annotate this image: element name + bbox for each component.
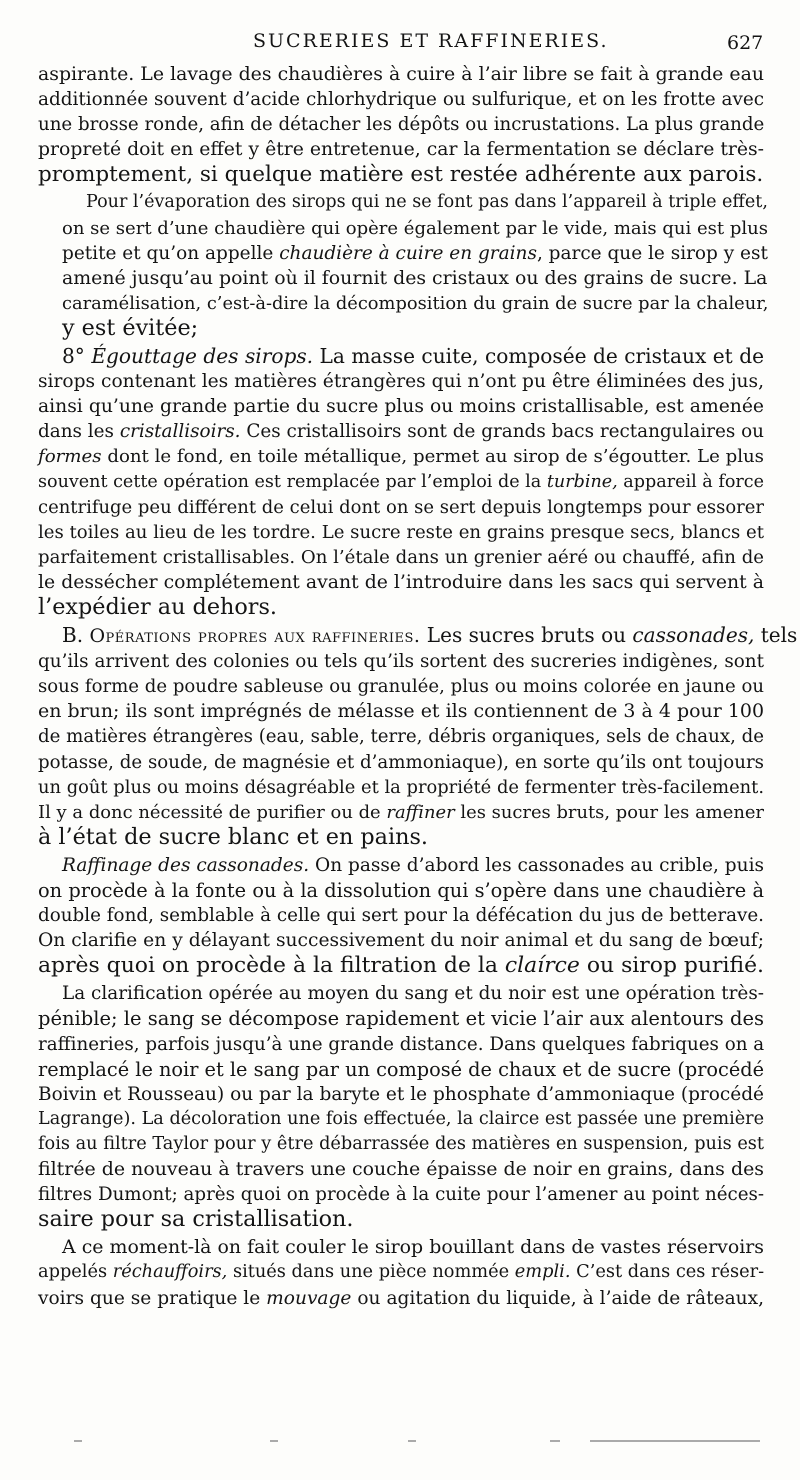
italic-term: cassonades, bbox=[632, 623, 755, 648]
text-run: 8° bbox=[62, 344, 92, 369]
text-line bbox=[38, 419, 764, 444]
text-line: le dessécher complétement avant de l’introduire dans les sacs qui servent à bbox=[38, 571, 764, 593]
text-run: petite et qu’on appelle bbox=[62, 242, 280, 264]
text-line bbox=[38, 444, 764, 469]
text-line bbox=[38, 800, 764, 825]
scan-mark bbox=[74, 1440, 82, 1442]
paragraph-7 bbox=[38, 1235, 764, 1310]
italic-term: raffiner bbox=[386, 801, 455, 823]
text-line: une brosse ronde, afin de détacher les dépôts ou incrustations. La plus grande bbox=[38, 114, 765, 136]
text-line: filtrée de nouveau à travers une couche épaisse de noir en grains, dans des bbox=[38, 1158, 764, 1181]
text-run: les sucres bruts, pour les amener bbox=[454, 801, 764, 823]
text-line: remplacé le noir et le sang par un composé de chaux et de sucre (procédé bbox=[38, 1057, 764, 1081]
text-line: Lagrange). La décoloration une fois effectuée, la clairce est passée une première bbox=[38, 1108, 764, 1129]
text-line: ainsi qu’une grande partie du sucre plus ou moins cristallisable, est amenée bbox=[38, 396, 764, 418]
text-line: pénible; le sang se décompose rapidement et vicie l’air aux alentours des bbox=[38, 1007, 764, 1031]
text-line: Pour l’évaporation des sirops qui ne se font pas dans l’appareil à triple effet, bbox=[86, 192, 768, 213]
text-run: après quoi on procède à la filtration de la bbox=[38, 953, 505, 979]
text-line: amené jusqu’au point où il fournit des cristaux ou des grains de sucre. La bbox=[62, 266, 768, 289]
italic-term: réchauffoirs, bbox=[112, 1262, 228, 1283]
text-line bbox=[38, 470, 764, 495]
paragraph-6 bbox=[38, 981, 764, 1232]
scan-mark bbox=[550, 1440, 560, 1442]
text-line: raffineries, parfois jusqu’à une grande distance. Dans quelques fabriques on a bbox=[38, 1033, 765, 1055]
text-run: voirs que se pratique le bbox=[38, 1287, 267, 1309]
text-run: Les sucres bruts ou bbox=[420, 623, 633, 648]
text-line bbox=[38, 953, 764, 978]
text-line: La clarification opérée au moyen du sang et du noir est une opération très- bbox=[62, 983, 764, 1005]
paragraph-5 bbox=[38, 853, 764, 978]
text-line: en brun; ils sont imprégnés de mélasse et ils contiennent de 3 à 4 pour 100 bbox=[38, 700, 764, 723]
text-line: additionnée souvent d’acide chlorhydrique ou sulfurique, et on les frotte avec bbox=[38, 89, 764, 111]
text-line: double fond, semblable à celle qui sert pour la défécation du jus de betterave. bbox=[38, 905, 764, 927]
text-line: un goût plus ou moins désagréable et la propriété de fermenter très-facilement. bbox=[38, 776, 764, 798]
italic-term: cristallisoirs. bbox=[119, 421, 241, 443]
scan-mark bbox=[408, 1440, 416, 1442]
text-line: caramélisation, c’est-à-dire la décomposition du grain de sucre par la chaleur, bbox=[62, 292, 769, 314]
text-run: Ces cristallisoirs sont de grands bacs rectangulaires ou bbox=[240, 421, 764, 443]
paragraph-4 bbox=[38, 623, 798, 850]
text-line: saire pour sa cristallisation. bbox=[38, 1206, 354, 1233]
italic-term: mouvage bbox=[266, 1287, 352, 1309]
section-heading: Égouttage des sirops. bbox=[91, 344, 314, 369]
text-line: On clarifie en y délayant successivement du noir animal et du sang de bœuf; bbox=[38, 930, 764, 952]
text-line: Boivin et Rousseau) ou par la baryte et le phosphate d’ammoniaque (procédé bbox=[38, 1083, 764, 1105]
italic-term: claírce bbox=[504, 953, 580, 979]
text-run: B. bbox=[62, 623, 90, 648]
text-line bbox=[62, 344, 764, 369]
text-run: situés dans une pièce nommée bbox=[227, 1262, 515, 1283]
text-run: dont le fond, en toile métallique, permet au sirop de s’égoutter. Le plus bbox=[101, 446, 764, 468]
scan-mark bbox=[270, 1440, 278, 1442]
text-line bbox=[38, 1286, 764, 1311]
text-run: dans les bbox=[38, 421, 120, 443]
text-line: l’expédier au dehors. bbox=[38, 593, 277, 620]
text-line: les toiles au lieu de les tordre. Le sucre reste en grains presque secs, blancs et bbox=[38, 521, 764, 543]
text-line bbox=[62, 623, 798, 649]
page-header bbox=[0, 28, 800, 58]
text-run: appareil à force bbox=[617, 471, 764, 492]
text-line: parfaitement cristallisables. On l’étale dans un grenier aéré ou chauffé, afin de bbox=[38, 546, 764, 568]
text-line: potasse, de soude, de magnésie et d’ammoniaque), en sorte qu’ils ont toujours bbox=[38, 751, 764, 773]
text-line: de matières étrangères (eau, sable, terre, débris organiques, sels de chaux, de bbox=[38, 726, 764, 748]
text-line: y est évitée; bbox=[62, 314, 199, 341]
text-line: promptement, si quelque matière est restée adhérente aux parois. bbox=[38, 162, 764, 188]
body-text bbox=[38, 62, 798, 1311]
text-run: ou sirop purifié. bbox=[579, 953, 765, 979]
italic-term: empli. bbox=[514, 1262, 571, 1283]
italic-term: chaudière à cuire en grains bbox=[279, 242, 537, 264]
text-run: tels bbox=[754, 623, 798, 648]
page-number: 627 bbox=[727, 32, 764, 54]
text-line bbox=[62, 853, 764, 878]
section-heading: Raffinage des cassonades. bbox=[62, 854, 310, 876]
text-run: Il y a donc nécessité de purifier ou de bbox=[38, 801, 387, 823]
text-line: propreté doit en effet y être entretenue, car la fermentation se déclare très- bbox=[38, 139, 764, 161]
text-line: A ce moment-là on fait couler le sirop bouillant dans de vastes réservoirs bbox=[62, 1236, 764, 1259]
text-line: sirops contenant les matières étrangères qui n’ont pu être éliminées des jus, bbox=[38, 371, 764, 393]
paragraph-1 bbox=[38, 62, 764, 187]
scan-mark bbox=[590, 1440, 760, 1442]
text-run: ou agitation du liquide, à l’aide de râteaux, bbox=[351, 1287, 764, 1309]
text-line: centrifuge peu différent de celui dont on se sert depuis longtemps pour essorer bbox=[38, 496, 764, 518]
paragraph-2 bbox=[38, 190, 769, 341]
text-line: on se sert d’une chaudière qui opère également par le vide, mais qui est plus bbox=[62, 217, 769, 239]
text-run: appelés bbox=[38, 1262, 113, 1283]
text-line: filtres Dumont; après quoi on procède à la cuite pour l’amener au point néces- bbox=[38, 1184, 764, 1206]
running-title: SUCRERIES ET RAFFINERIES. bbox=[253, 30, 609, 52]
section-heading: Opérations propres aux raffineries. bbox=[89, 625, 421, 648]
text-line: fois au filtre Taylor pour y être débarrassée des matières en suspension, puis est bbox=[38, 1133, 764, 1154]
text-run: , parce que le sirop y est bbox=[536, 242, 768, 264]
text-line bbox=[38, 1260, 764, 1285]
text-line: qu’ils arrivent des colonies ou tels qu’ils sortent des sucreries indigènes, sont bbox=[38, 651, 764, 673]
bleed-through-marks bbox=[60, 1440, 760, 1444]
text-run: C’est dans ces réser- bbox=[570, 1262, 765, 1283]
text-run: souvent cette opération est remplacée par l’emploi de la bbox=[38, 471, 547, 492]
italic-term: formes bbox=[38, 446, 102, 468]
text-line: à l’état de sucre blanc et en pains. bbox=[38, 823, 428, 850]
paragraph-3 bbox=[38, 344, 764, 620]
text-run: On passe d’abord les cassonades au crible, puis bbox=[309, 854, 764, 876]
text-line: on procède à la fonte ou à la dissolution qui s’opère dans une chaudière à bbox=[38, 879, 764, 902]
text-run: La masse cuite, composée de cristaux et de bbox=[313, 344, 765, 369]
text-line: aspirante. Le lavage des chaudières à cuire à l’air libre se fait à grande eau bbox=[38, 63, 764, 85]
text-line: sous forme de poudre sableuse ou granulée, plus ou moins colorée en jaune ou bbox=[38, 676, 764, 698]
text-line bbox=[38, 241, 768, 266]
italic-term: turbine, bbox=[546, 471, 618, 492]
